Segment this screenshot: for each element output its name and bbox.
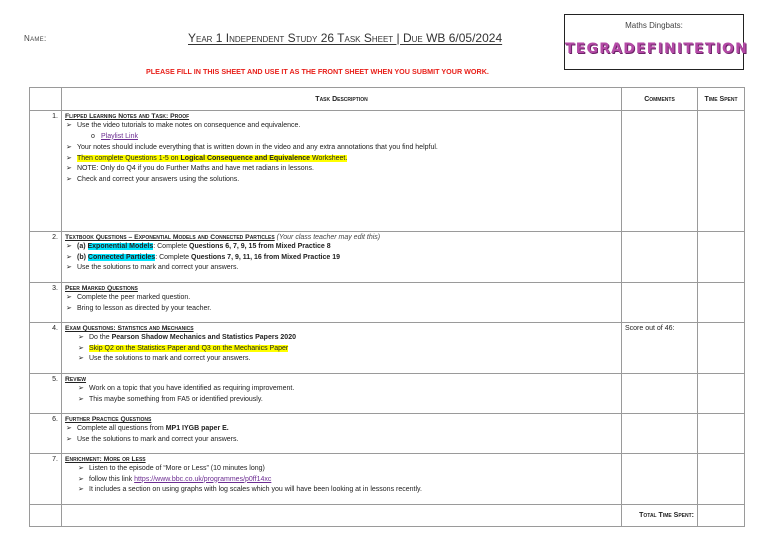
task-title: Peer Marked Questions <box>65 285 138 292</box>
table-header-row <box>30 88 745 111</box>
task-number: 5. <box>30 374 62 414</box>
task-bullet: ➢ Use the solutions to mark and correct your answers. <box>77 435 618 446</box>
task-description <box>62 323 622 374</box>
task-description <box>62 454 622 505</box>
task-bullet: ➢ This maybe something from FA5 or identified previously. <box>89 395 618 406</box>
total-empty-cell <box>62 505 622 527</box>
dingbats-word: TEGRADEFINITETION <box>565 41 748 57</box>
task-bullet: ➢ follow this link https://www.bbc.co.uk/programmes/p0ff14xc <box>89 475 618 486</box>
task-bullet: ➢ Bring to lesson as directed by your teacher. <box>77 304 618 315</box>
table-row <box>30 232 745 283</box>
task-bullet: ➢ NOTE: Only do Q4 if you do Further Maths and have met radians in lessons. <box>77 164 618 175</box>
table-row <box>30 374 745 414</box>
playlist-link[interactable]: Playlist Link <box>101 132 138 140</box>
task-number: 4. <box>30 323 62 374</box>
dingbats-box <box>564 14 748 70</box>
comments-cell[interactable] <box>622 283 698 323</box>
task-title: Textbook Questions – Exponential Models and Connected Particles <box>65 234 275 241</box>
time-spent-cell[interactable] <box>698 374 745 414</box>
task-bullet: ➢ Use the solutions to mark and correct your answers. <box>77 263 618 274</box>
task-description <box>62 232 622 283</box>
dingbats-label: Maths Dingbats: <box>625 21 683 30</box>
time-spent-cell[interactable] <box>698 283 745 323</box>
task-bullet: ➢ Complete the peer marked question. <box>77 293 618 304</box>
table-row <box>30 323 745 374</box>
task-title: Review <box>65 376 87 383</box>
time-spent-cell[interactable] <box>698 232 745 283</box>
instruction-text: PLEASE FILL IN THIS SHEET AND USE IT AS THE FRONT SHEET WHEN YOU SUBMIT YOUR WORK. <box>146 67 489 76</box>
time-spent-cell[interactable] <box>698 111 745 232</box>
comments-cell[interactable] <box>622 374 698 414</box>
task-title: Further Practice Questions <box>65 416 152 423</box>
table-row <box>30 414 745 454</box>
table-row <box>30 454 745 505</box>
task-description <box>62 414 622 454</box>
task-description <box>62 283 622 323</box>
task-bullet: ➢ Your notes should include everything that is written down in the video and any extra annotations that you find helpful. <box>77 143 618 154</box>
total-time-cell[interactable] <box>698 505 745 527</box>
task-title: Flipped Learning Notes and Task: Proof <box>65 113 190 120</box>
task-bullet: ➢ (b) Connected Particles: Complete Questions 7, 9, 11, 16 from Mixed Practice 19 <box>77 253 618 264</box>
task-number: 7. <box>30 454 62 505</box>
task-bullet: ➢ Use the video tutorials to make notes on consequence and equivalence. <box>77 121 618 132</box>
task-bullet: ➢ Then complete Questions 1-5 on Logical Consequence and Equivalence Worksheet. <box>77 154 618 165</box>
total-time-label: Total Time Spent: <box>622 505 698 527</box>
task-note: (Your class teacher may edit this) <box>274 234 381 241</box>
time-spent-cell[interactable] <box>698 323 745 374</box>
task-number: 6. <box>30 414 62 454</box>
task-bullet: ➢ Do the Pearson Shadow Mechanics and Statistics Papers 2020 <box>89 333 618 344</box>
task-number: 1. <box>30 111 62 232</box>
time-spent-cell[interactable] <box>698 414 745 454</box>
task-bullet: ➢ Check and correct your answers using the solutions. <box>77 175 618 186</box>
header-time-spent: Time Spent <box>698 88 745 111</box>
header-num <box>30 88 62 111</box>
page-title: Year 1 Independent Study 26 Task Sheet | Due WB 6/05/2024 <box>188 31 503 45</box>
comments-cell[interactable]: Score out of 46: <box>622 323 698 374</box>
task-bullet: ➢ Listen to the episode of “More or Less” (10 minutes long) <box>89 464 618 475</box>
task-bullet: ➢ Use the solutions to mark and correct your answers. <box>89 354 618 365</box>
task-description <box>62 374 622 414</box>
task-bullet: ➢ Complete all questions from MP1 IYGB paper E. <box>77 424 618 435</box>
time-spent-cell[interactable] <box>698 454 745 505</box>
comments-cell[interactable] <box>622 232 698 283</box>
task-bullet: ➢ (a) Exponential Models: Complete Questions 6, 7, 9, 15 from Mixed Practice 8 <box>77 242 618 253</box>
total-empty-cell <box>30 505 62 527</box>
name-label: Name: <box>24 34 47 43</box>
task-bullet: ➢ It includes a section on using graphs with log scales which you will have been looking at in lessons recently. <box>89 485 618 496</box>
task-title: Exam Questions: Statistics and Mechanics <box>65 325 194 332</box>
task-number: 3. <box>30 283 62 323</box>
task-number: 2. <box>30 232 62 283</box>
task-bullet: ➢ Work on a topic that you have identified as requiring improvement. <box>89 384 618 395</box>
bbc-link[interactable]: https://www.bbc.co.uk/programmes/p0ff14xc <box>134 475 272 483</box>
task-table <box>29 87 745 527</box>
comments-cell[interactable] <box>622 111 698 232</box>
comments-cell[interactable] <box>622 454 698 505</box>
table-row <box>30 283 745 323</box>
task-bullet: ➢ Skip Q2 on the Statistics Paper and Q3 on the Mechanics Paper <box>89 344 618 355</box>
header-comments: Comments <box>622 88 698 111</box>
comments-cell[interactable] <box>622 414 698 454</box>
total-row <box>30 505 745 527</box>
header-task-description: Task Description <box>62 88 622 111</box>
task-title: Enrichment: More or Less <box>65 456 146 463</box>
task-description: Flipped Learning Notes and Task: Proof ➢ Use the video tutorials to make notes on consequence and equivalence. o Playlist Link ➢ Your notes should include everything that is written down in the video and any extra annotations that you find helpful. ➢ Then complete Questions 1-5 on Logical Consequence and Equivalence Worksheet. ➢ NOTE: Only do Q4 if you do Further Maths and have met radians in lessons. ➢ Check and correct your answers using the solutions. <box>62 111 622 232</box>
table-row <box>30 111 745 232</box>
